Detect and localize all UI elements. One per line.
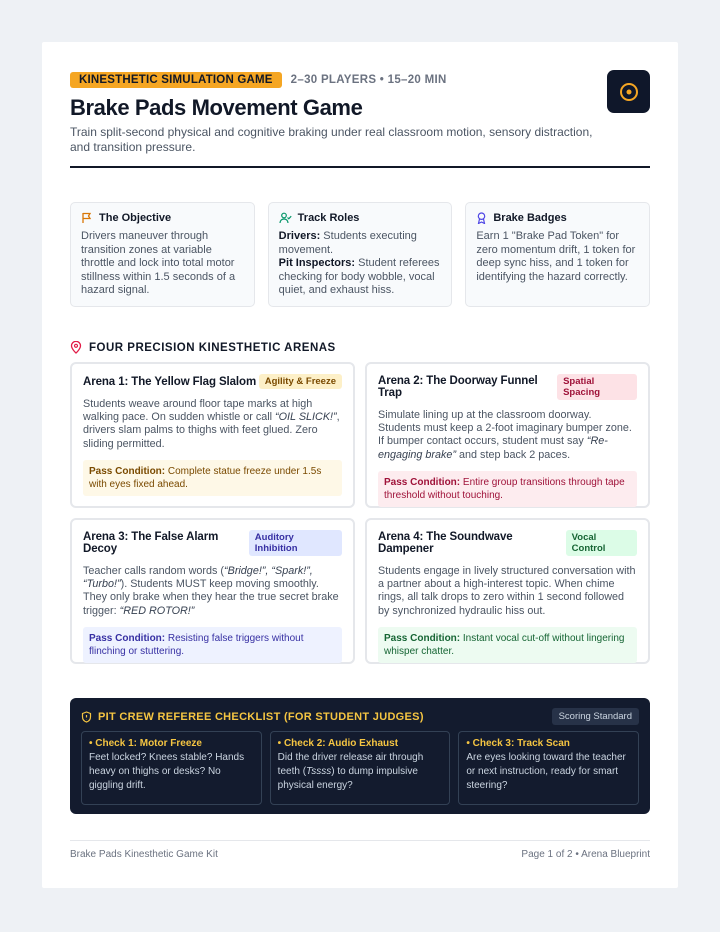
check-text: Did the driver release air through teeth (Tssss) to dump impulsive physical energy? bbox=[277, 752, 424, 791]
referee-checklist bbox=[70, 698, 650, 814]
brake-badges-text: Earn 1 "Brake Pad Token" for zero momentum drift, 1 token for deep sync hiss, and 1 token for identifying the hazard correctly. bbox=[476, 230, 636, 283]
check-text: Feet locked? Knees stable? Hands heavy on thighs or desks? No giggling drift. bbox=[89, 752, 245, 791]
arena-name: Arena 3: The False Alarm Decoy bbox=[83, 531, 219, 555]
arena-tag: Vocal Control bbox=[566, 530, 637, 556]
arenas-section-title: FOUR PRECISION KINESTHETIC ARENAS bbox=[89, 341, 336, 354]
pass-condition: Pass Condition: Complete statue freeze under 1.5s with eyes fixed ahead. bbox=[83, 460, 342, 496]
header-meta-row bbox=[70, 70, 650, 90]
brake-badges-title: Brake Badges bbox=[493, 212, 567, 224]
arenas-grid bbox=[70, 362, 650, 664]
role-desc: Student referees checking for body wobble, vocal quiet, and exhaust hiss. bbox=[278, 257, 440, 296]
objective-text: Drivers maneuver through transition zones at variable throttle and lock into total motor stillness within 1.5 seconds of a hazard signal. bbox=[81, 230, 236, 296]
pass-condition: Pass Condition: Entire group transitions through tape threshold without touching. bbox=[378, 471, 637, 507]
arena-name: Arena 4: The Soundwave Dampener bbox=[378, 531, 513, 555]
logo bbox=[607, 70, 650, 113]
players-duration: 2–30 PLAYERS • 15–20 MIN bbox=[290, 74, 447, 86]
arena-tag: Spatial Spacing bbox=[557, 374, 637, 400]
flag-icon bbox=[81, 212, 93, 224]
track-roles-text bbox=[279, 230, 442, 298]
arenas-section-heading bbox=[70, 341, 650, 354]
shield-icon bbox=[81, 711, 92, 723]
arena-description: Students weave around floor tape marks at high walking pace. On sudden whistle or call “OIL SLICK!”, drivers slam palms to thighs with feet glued. Zero sliding permitted. bbox=[83, 398, 340, 450]
arena-card-2 bbox=[365, 362, 650, 508]
role-drivers bbox=[279, 230, 442, 257]
arena-name: Arena 2: The Doorway Funnel Trap bbox=[378, 375, 538, 399]
header-divider bbox=[70, 166, 650, 168]
check-item-2 bbox=[270, 731, 451, 805]
user-check-icon bbox=[279, 212, 292, 224]
role-desc: Students executing movement. bbox=[278, 230, 417, 256]
check-text: Are eyes looking toward the teacher or next instruction, ready for smart steering? bbox=[466, 752, 626, 791]
arena-tag: Auditory Inhibition bbox=[249, 530, 342, 556]
check-item-3 bbox=[458, 731, 639, 805]
pass-condition: Pass Condition: Resisting false triggers without flinching or stuttering. bbox=[83, 627, 342, 663]
check-item-1 bbox=[81, 731, 262, 805]
arena-description: Teacher calls random words (“Bridge!”, “Spark!”, “Turbo!”). Students MUST keep moving smoothly. They only brake when they hear the true secret brake trigger: “RED ROTOR!” bbox=[83, 565, 339, 617]
arena-card-4 bbox=[365, 518, 650, 664]
game-type-badge: KINESTHETIC SIMULATION GAME bbox=[70, 72, 282, 88]
arena-card-3 bbox=[70, 518, 355, 664]
arena-description: Students engage in lively structured conversation with a partner about a high-interest topic. When chime rings, all talk drops to zero within 1 second followed by synchronized hydraulic hiss out. bbox=[378, 565, 636, 617]
page-title: Brake Pads Movement Game bbox=[70, 95, 363, 120]
page-content bbox=[70, 70, 650, 814]
objective-title: The Objective bbox=[99, 212, 172, 224]
check-title: • Check 3: Track Scan bbox=[466, 738, 570, 749]
badge-icon bbox=[476, 212, 487, 224]
page bbox=[42, 42, 678, 888]
role-label: Drivers: bbox=[278, 230, 321, 242]
map-pin-icon bbox=[70, 341, 82, 354]
arena-card-1 bbox=[70, 362, 355, 508]
check-title: • Check 1: Motor Freeze bbox=[89, 738, 202, 749]
role-pit-inspectors bbox=[279, 257, 442, 298]
track-roles-title: Track Roles bbox=[297, 212, 360, 224]
scoring-standard-badge: Scoring Standard bbox=[552, 708, 639, 725]
arena-description: Simulate lining up at the classroom doorway. Students must keep a 2-foot imaginary bumper zone. If bumper contact occurs, student must say “Re-engaging brake” and step back 2 paces. bbox=[378, 409, 632, 461]
pass-condition: Pass Condition: Instant vocal cut-off without lingering whisper chatter. bbox=[378, 627, 637, 663]
page-footer bbox=[70, 840, 650, 860]
page-subtitle: Train split-second physical and cognitive braking under real classroom motion, sensory distraction, and transition pressure. bbox=[70, 125, 593, 154]
objective-card bbox=[70, 202, 255, 307]
target-icon bbox=[618, 81, 640, 103]
check-title: • Check 2: Audio Exhaust bbox=[277, 738, 399, 749]
footer-page-number: Page 1 of 2 • Arena Blueprint bbox=[521, 849, 650, 860]
checklist-title: PIT CREW REFEREE CHECKLIST (FOR STUDENT JUDGES) bbox=[98, 710, 424, 723]
footer-kit-name: Brake Pads Kinesthetic Game Kit bbox=[70, 849, 218, 860]
arena-tag: Agility & Freeze bbox=[259, 374, 342, 389]
info-cards bbox=[70, 202, 650, 307]
track-roles-card bbox=[268, 202, 453, 307]
role-label: Pit Inspectors: bbox=[278, 257, 356, 269]
arena-name: Arena 1: The Yellow Flag Slalom bbox=[83, 375, 257, 388]
brake-badges-card bbox=[465, 202, 650, 307]
